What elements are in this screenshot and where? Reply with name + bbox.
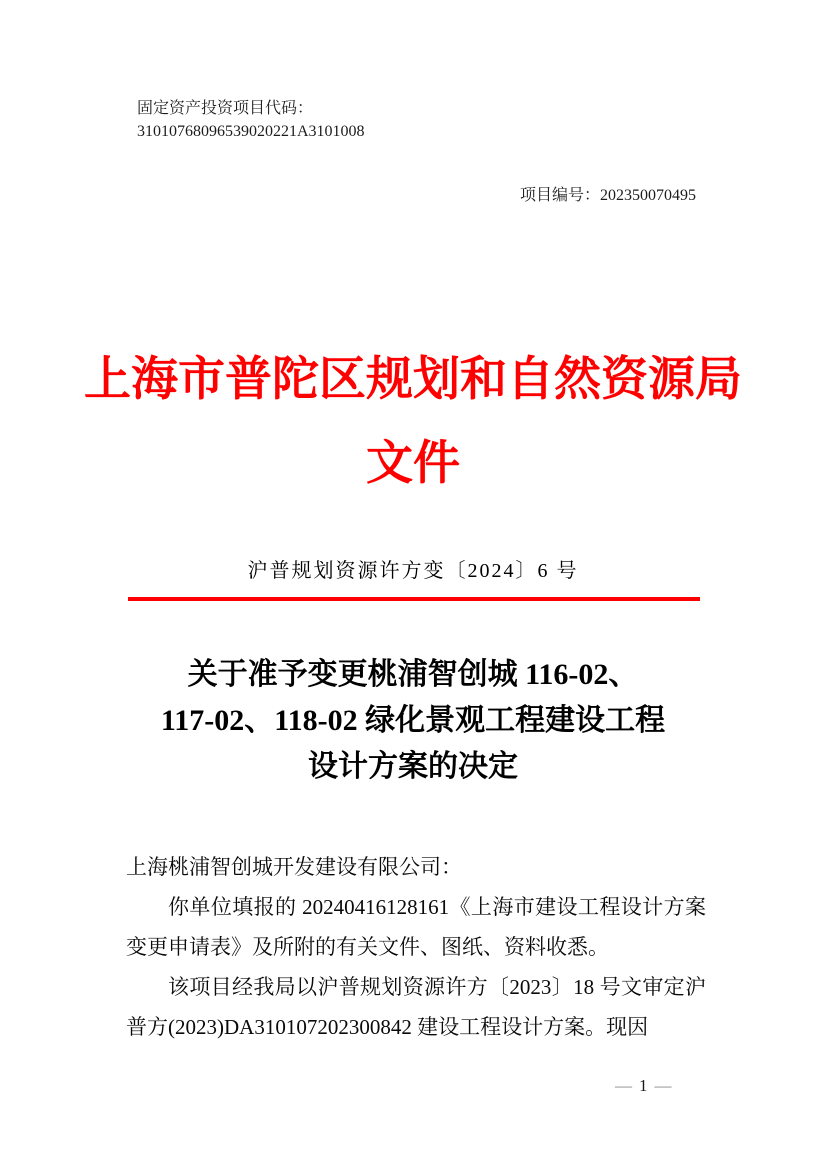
letterhead-org-name: 上海市普陀区规划和自然资源局 <box>84 354 742 406</box>
project-code-label: 固定资产投资项目代码： <box>137 100 314 117</box>
red-separator-line <box>128 597 700 601</box>
project-code-block <box>137 97 365 143</box>
body-paragraph-1: 你单位填报的 20240416128161《上海市建设工程设计方案变更申请表》及所附的有关文件、图纸、资料收悉。 <box>126 895 706 959</box>
document-body <box>126 847 706 1047</box>
page-number-dash-right: — <box>654 1076 672 1095</box>
document-title <box>63 652 763 790</box>
project-number: 项目编号：202350070495 <box>519 187 696 204</box>
page-number <box>608 1076 679 1096</box>
page-number-dash-left: — <box>615 1076 632 1095</box>
document-title-line-2: 117-02、118-02 绿化景观工程建设工程 <box>160 704 666 737</box>
document-title-line-3: 设计方案的决定 <box>308 750 518 783</box>
project-code-value: 31010768096539020221A3101008 <box>137 123 365 140</box>
document-title-line-1: 关于准予变更桃浦智创城 116-02、 <box>187 658 639 691</box>
letterhead <box>0 338 826 506</box>
page-number-value: 1 <box>639 1076 648 1095</box>
letterhead-document-word: 文件 <box>366 438 460 490</box>
document-reference-number: 沪普规划资源许方变〔2024〕6 号 <box>247 560 579 582</box>
body-paragraph-2: 该项目经我局以沪普规划资源许方〔2023〕18 号文审定沪普方(2023)DA310107202300842 建设工程设计方案。现因 <box>126 975 706 1039</box>
salutation: 上海桃浦智创城开发建设有限公司： <box>126 855 462 879</box>
